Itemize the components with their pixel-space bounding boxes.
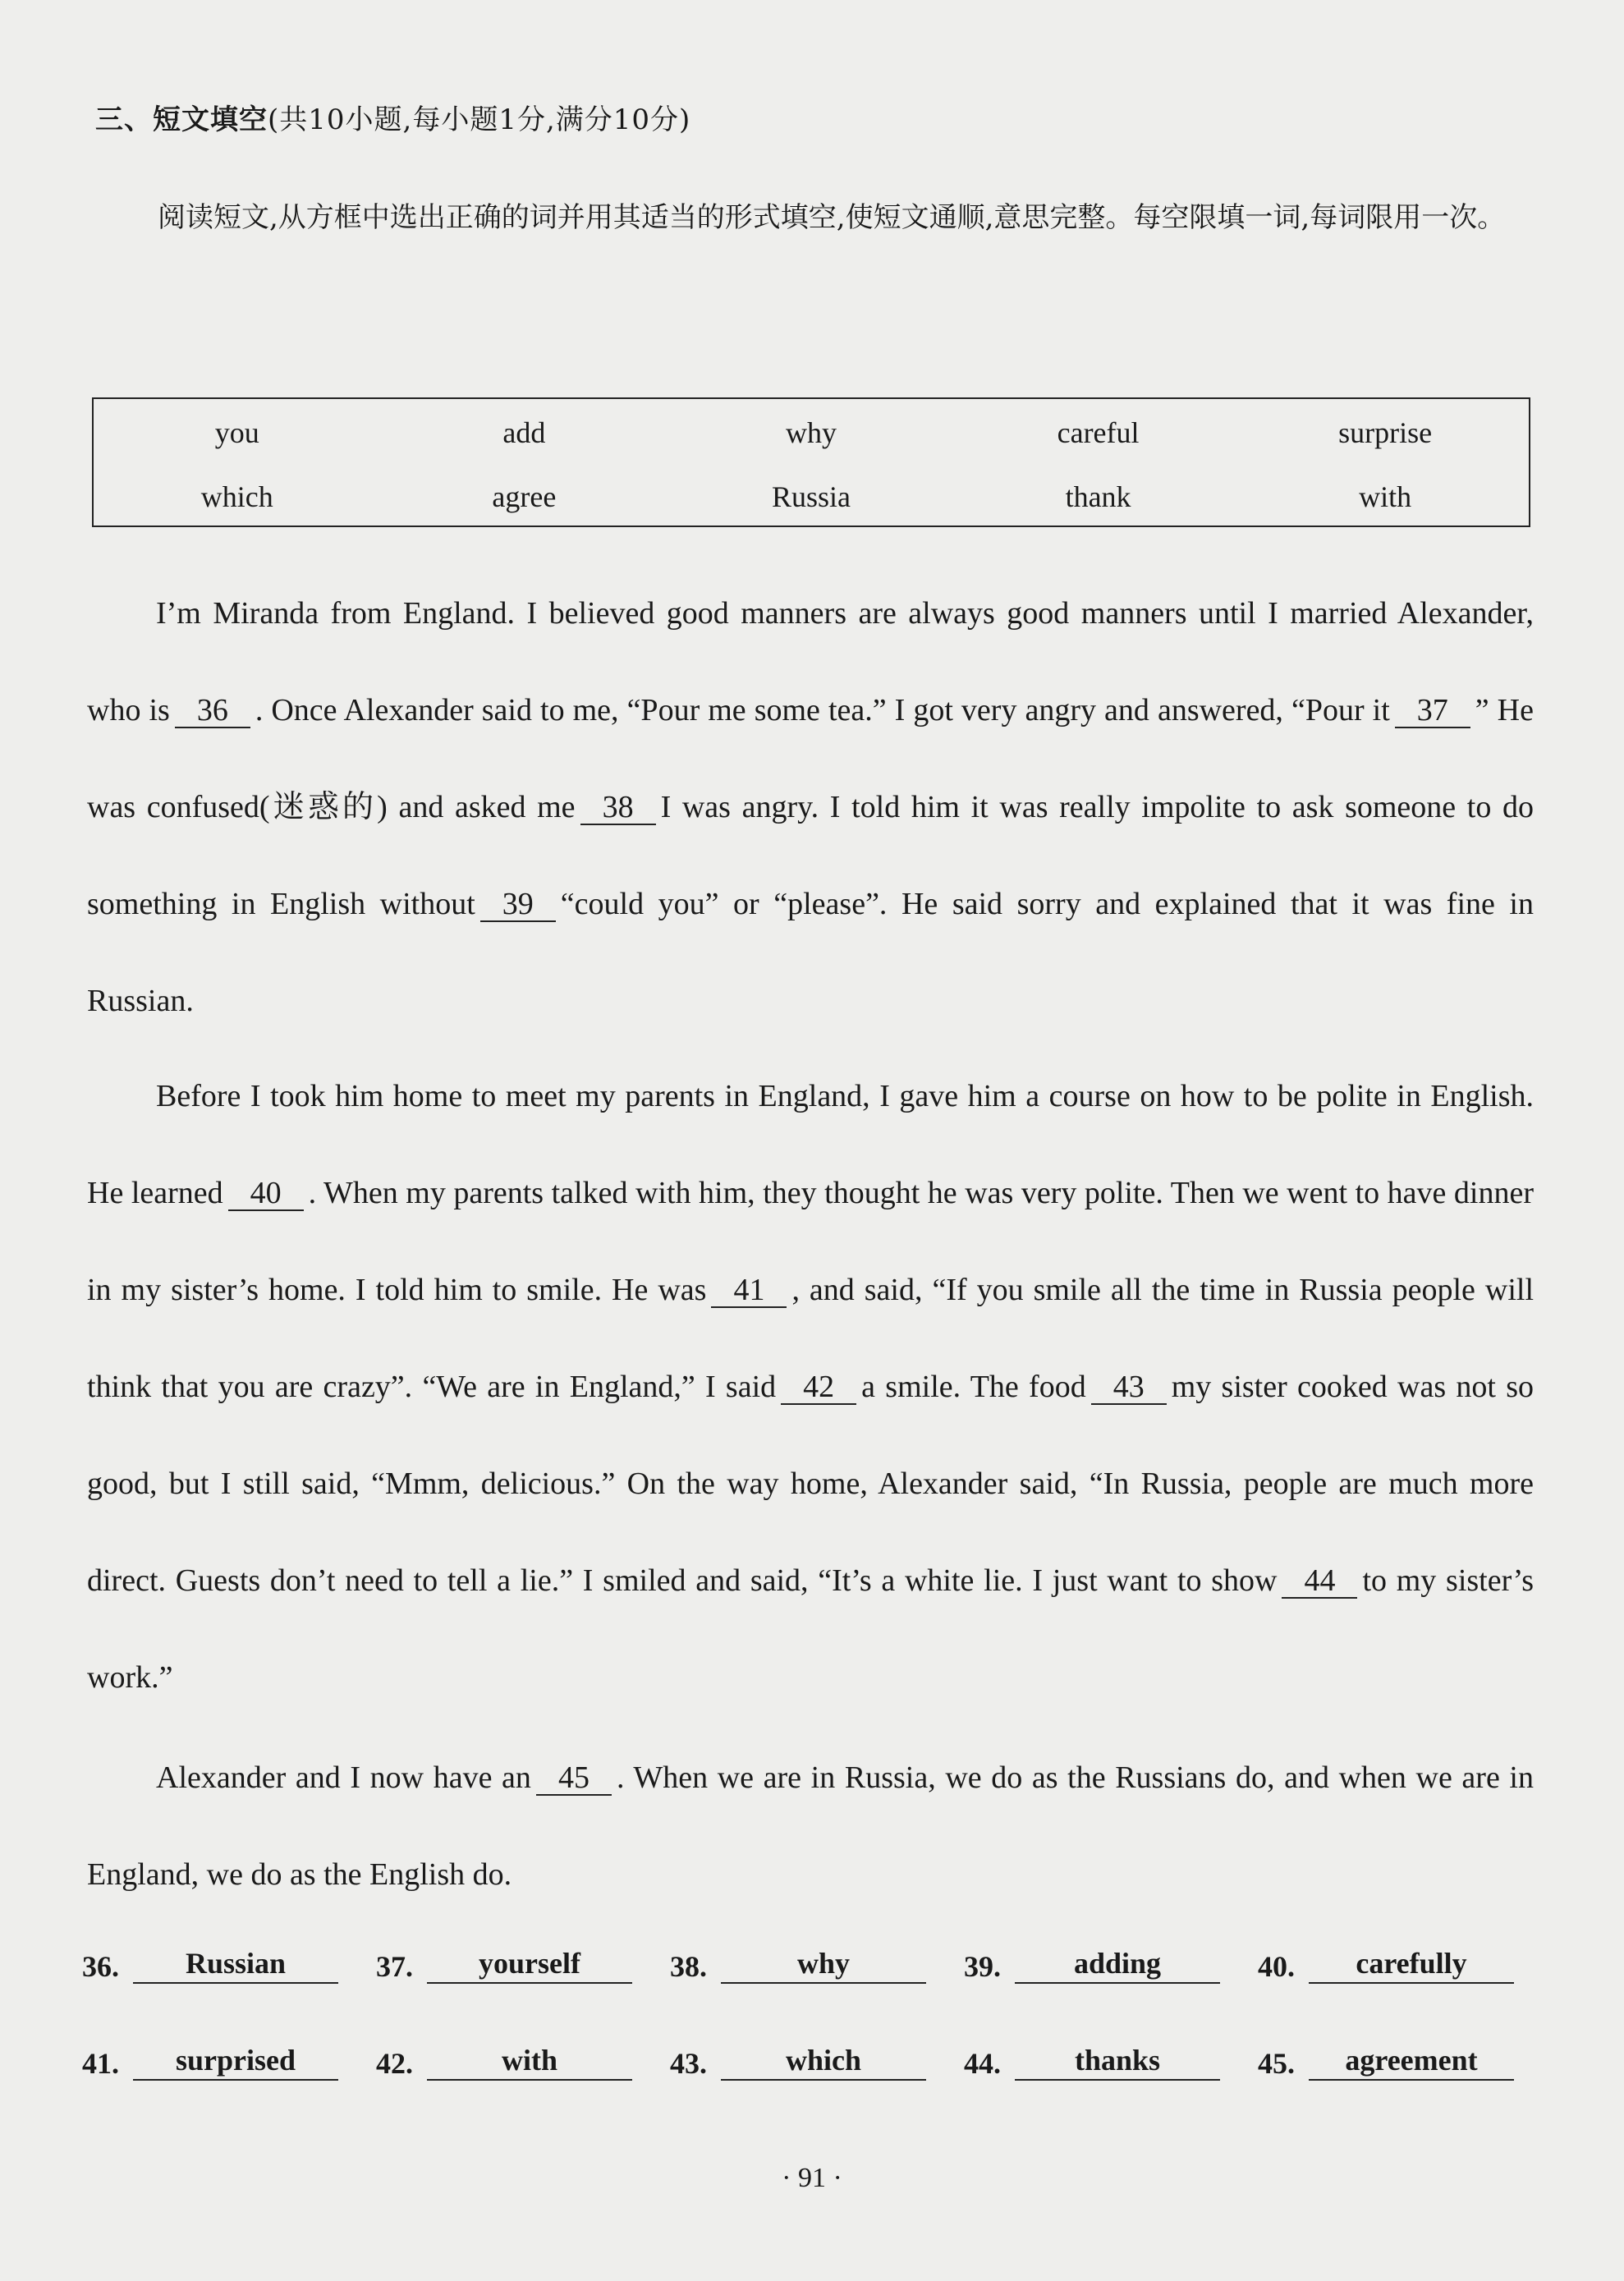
passage-text: a smile. The food [861,1370,1086,1404]
word-box-word: careful [1057,416,1140,449]
blank-40: 40 [228,1177,304,1211]
answer-value: agreement [1309,2043,1514,2081]
blank-43: 43 [1091,1370,1167,1405]
answer-value: adding [1015,1946,1220,1984]
passage-text: . When we are in Russia, we do as the Russians do, and when we are in England, we do as the English do. [87,1760,1534,1892]
blank-41: 41 [711,1274,787,1308]
answer-item [1258,2043,1514,2081]
passage-paragraph-2 [87,1048,1534,1726]
passage-paragraph-3 [87,1729,1534,1923]
word-box-word: with [1359,480,1412,513]
passage-text: ” He was confused(迷惑的) and asked me [87,693,1534,824]
word-box-word: agree [492,480,557,513]
answer-item [376,2043,632,2081]
answer-value: why [721,1946,926,1984]
blank-39: 39 [480,888,556,922]
answer-number: 36. [82,1950,119,1983]
section-score-note: (共10小题,每小题1分,满分10分) [268,103,691,136]
answer-number: 41. [82,2047,119,2080]
answer-item [964,2043,1220,2081]
answer-item [82,1946,338,1984]
answer-item [670,1946,926,1984]
answer-value: carefully [1309,1946,1514,1984]
word-box-row [94,480,1529,529]
blank-37: 37 [1395,694,1470,728]
word-box-word: you [214,416,259,449]
word-box-word: add [502,416,546,449]
blank-45: 45 [536,1761,612,1796]
passage-text: . Once Alexander said to me, “Pour me some tea.” I got very angry and answered, “Pour it [255,693,1390,727]
blank-44: 44 [1282,1564,1357,1599]
word-box-row [94,415,1529,465]
answer-value: which [721,2043,926,2081]
answer-number: 45. [1258,2047,1295,2080]
passage-text: Before I took him home to meet my parents in England, I gave him a course on how to be polite in English. He learned [87,1079,1534,1210]
passage-text: I’m Miranda from England. I believed good manners are always good manners until I married Alexander, who is [87,596,1534,727]
passage-text: “could you” or “please”. He said sorry and explained that it was fine in Russian. [87,887,1534,1018]
answer-number: 42. [376,2047,413,2080]
word-box-word: Russia [771,480,851,513]
answer-value: thanks [1015,2043,1220,2081]
answer-item [82,2043,338,2081]
answer-row [82,1946,1560,1992]
passage-text: . When my parents talked with him, they thought he was very polite. Then we went to have dinner in my sister’s home. I told him to smile. He was [87,1176,1534,1307]
word-box-word: which [200,480,273,513]
answer-item [670,2043,926,2081]
passage-text: my sister cooked was not so good, but I still said, “Mmm, delicious.” On the way home, Alexander said, “In Russia, people are much more direct. Guests don’t need to tell a lie.” I smiled and said, “It’s a white lie. I just want to show [87,1370,1534,1598]
answer-item [1258,1946,1514,1984]
word-box-word: surprise [1338,416,1433,449]
answer-row [82,2043,1560,2089]
page-number: · 91 · [782,2163,842,2193]
passage-paragraph-1 [87,565,1534,1049]
answer-item [376,1946,632,1984]
passage-text: Alexander and I now have an [156,1760,531,1795]
answer-number: 38. [670,1950,707,1983]
section-title: 三、短文填空 [95,103,268,136]
word-box-word: thank [1065,480,1131,513]
answer-value: yourself [427,1946,632,1984]
blank-38: 38 [580,791,656,825]
instructions: 阅读短文,从方框中选出正确的词并用其适当的形式填空,使短文通顺,意思完整。每空限填一词,每词限用一次。 [158,201,1506,234]
answer-value: Russian [133,1946,338,1984]
answer-value: surprised [133,2043,338,2081]
answer-number: 43. [670,2047,707,2080]
answer-number: 37. [376,1950,413,1983]
answer-value: with [427,2043,632,2081]
passage-text: I was angry. I told him it was really impolite to ask someone to do something in English without [87,790,1534,921]
section-heading [95,97,690,137]
word-box-word: why [785,416,837,449]
answer-number: 44. [964,2047,1001,2080]
passage-text: to my sister’s work.” [87,1563,1534,1695]
blank-42: 42 [781,1370,856,1405]
blank-36: 36 [175,694,250,728]
answer-item [964,1946,1220,1984]
word-box [92,397,1530,527]
answer-number: 40. [1258,1950,1295,1983]
answer-number: 39. [964,1950,1001,1983]
passage-text: , and said, “If you smile all the time in Russia people will think that you are crazy”. “We are in England,” I said [87,1273,1534,1404]
